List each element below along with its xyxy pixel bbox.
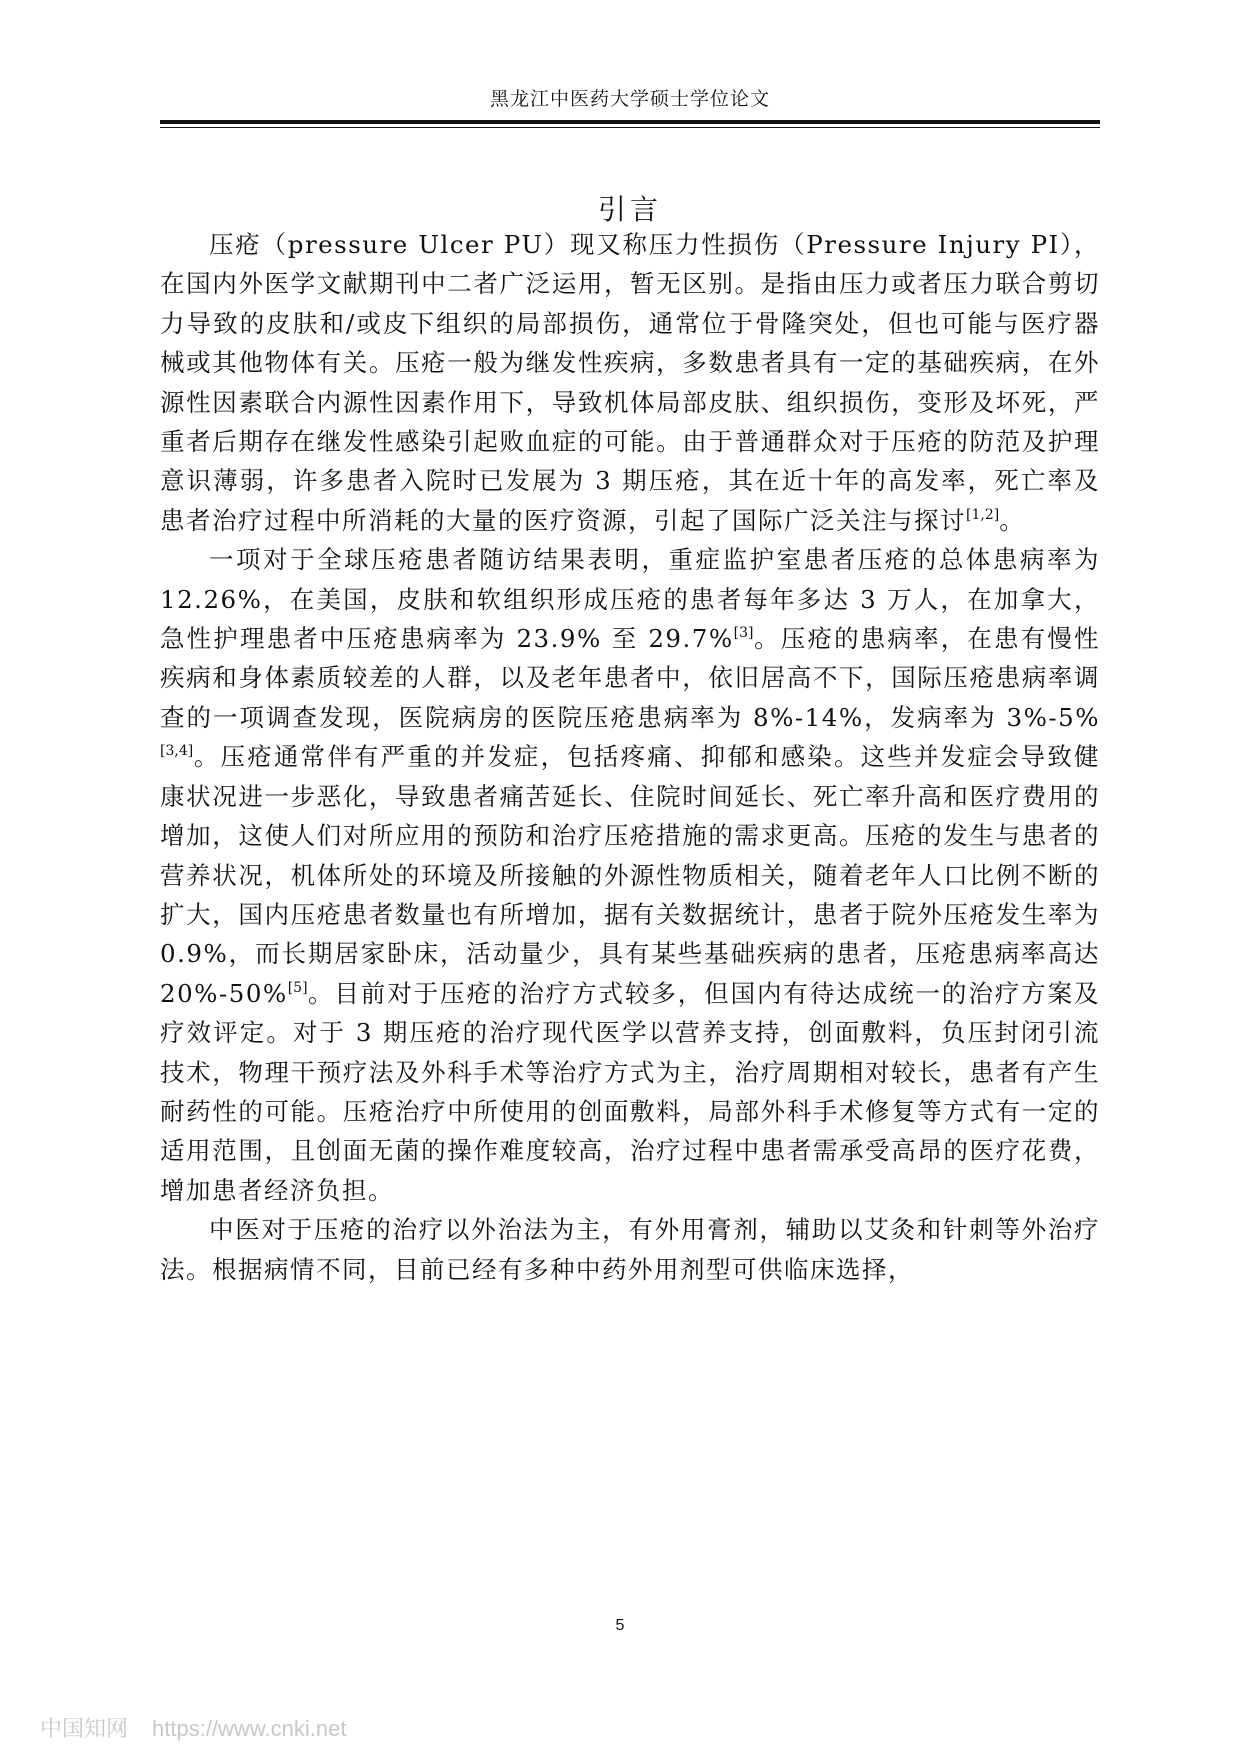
- citation-3-4[interactable]: [3,4]: [160, 743, 194, 760]
- paragraph-3-text-1: 中医对于压疮的治疗以外治法为主，有外用膏剂，辅助以艾灸和针刺等外治疗法。根据病情不同，目前已经有多种中药外用剂型可供临床选择，: [160, 1215, 1100, 1284]
- citation-3[interactable]: [3]: [733, 625, 754, 642]
- citation-1-2[interactable]: [1,2]: [966, 506, 1000, 523]
- section-title: 引言: [597, 193, 662, 226]
- paragraph-2: [160, 540, 1100, 1210]
- paragraph-2-text-3: 。压疮通常伴有严重的并发症，包括疼痛、抑郁和感染。这些并发症会导致健康状况进一步恶化，导致患者痛苦延长、住院时间延长、死亡率升高和医疗费用的增加，这使人们对所应用的预防和治疗压疮措施的需求更高。压疮的发生与患者的营养状况，机体所处的环境及所接触的外源性物质相关，随着老年人口比例不断的扩大，国内压疮患者数量也有所增加，据有关数据统计，患者于院外压疮发生率为 0.9%，而长期居家卧床，活动量少，具有某些基础疾病的患者，压疮患病率高达 20%-50%: [160, 742, 1100, 1008]
- paragraph-2-text-4: 。目前对于压疮的治疗方式较多，但国内有待达成统一的治疗方案及疗效评定。对于 3 期压疮的治疗现代医学以营养支持，创面敷料，负压封闭引流技术，物理干预疗法及外科手术等治疗方式为主，治疗周期相对较长，患者有产生耐药性的可能。压疮治疗中所使用的创面敷料，局部外科手术修复等方式有一定的适用范围，且创面无菌的操作难度较高，治疗过程中患者需承受高昂的医疗花费，增加患者经济负担。: [160, 978, 1100, 1205]
- paragraph-1-text-2: 。: [999, 505, 1026, 535]
- header-rule-thin: [160, 127, 1100, 128]
- header-rule-thick: [160, 120, 1100, 124]
- paragraph-2-text-2: 。压疮的患病率，在患有慢性疾病和身体素质较差的人群，以及老年患者中，依旧居高不下，国际压疮患病率调查的一项调查发现，医院病房的医院压疮患病率为 8%-14%，发病率为 3%-5%: [160, 624, 1101, 732]
- page-number: 5: [615, 1617, 625, 1634]
- body-text: [160, 225, 1100, 1289]
- cnki-watermark: [40, 1712, 370, 1743]
- paragraph-1-text-1: 压疮（pressure Ulcer PU）现又称压力性损伤（Pressure Injury PI），在国内外医学文献期刊中二者广泛运用，暂无区别。是指由压力或者压力联合剪切力导致的皮肤和/或皮下组织的局部损伤，通常位于骨隆突处，但也可能与医疗器械或其他物体有关。压疮一般为继发性疾病，多数患者具有一定的基础疾病，在外源性因素联合内源性因素作用下，导致机体局部皮肤、组织损伤，变形及坏死，严重者后期存在继发性感染引起败血症的可能。由于普通群众对于压疮的防范及护理意识薄弱，许多患者入院时已发展为 3 期压疮，其在近十年的高发率，死亡率及患者治疗过程中所消耗的大量的医疗资源，引起了国际广泛关注与探讨: [160, 230, 1100, 535]
- paragraph-1: [160, 225, 1100, 540]
- watermark-brand: 中国知网: [40, 1716, 129, 1741]
- running-header: 黑龙江中医药大学硕士学位论文: [489, 88, 770, 110]
- watermark-url: https://www.cnki.net: [152, 1716, 347, 1741]
- paragraph-3: [160, 1210, 1100, 1289]
- citation-5[interactable]: [5]: [287, 979, 308, 996]
- paragraph-2-text-1: 一项对于全球压疮患者随访结果表明，重症监护室患者压疮的总体患病率为 12.26%，在美国，皮肤和软组织形成压疮的患者每年多达 3 万人，在加拿大，急性护理患者中压疮患病率为 23.9% 至 29.7%: [160, 545, 1100, 654]
